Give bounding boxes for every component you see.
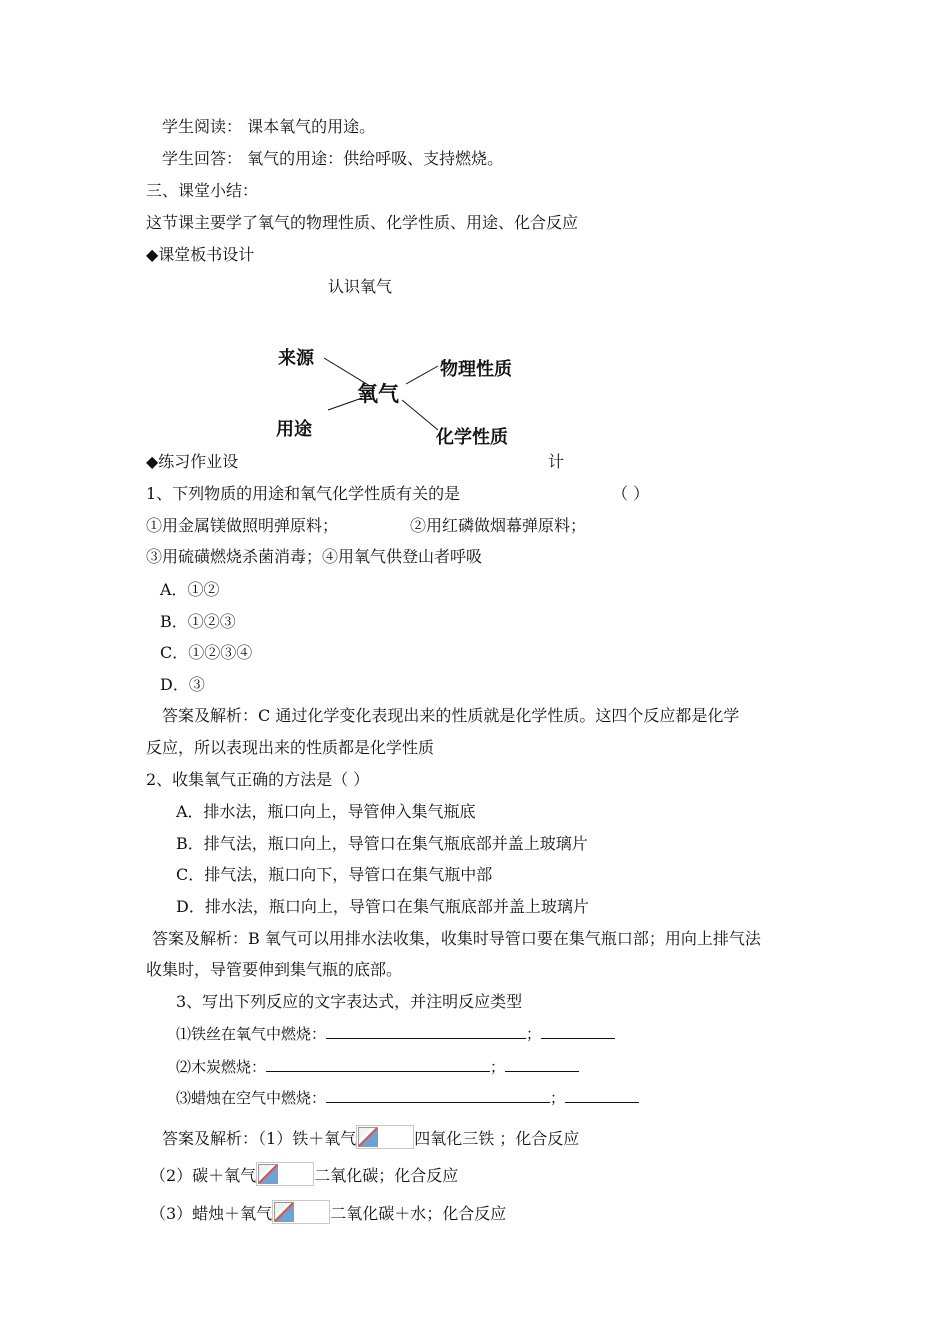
q3-answer2-right: 二氧化碳；化合反应 [314, 1166, 459, 1185]
q3-item3-equation-blank[interactable] [326, 1088, 550, 1103]
q3-item2-equation-blank[interactable] [266, 1057, 490, 1072]
q1-choice-c: C．①②③④ [160, 643, 253, 662]
q2-analysis-line1: 答案及解析：B 氧气可以用排水法收集，收集时导管口要在集气瓶口部；用向上排气法 [152, 929, 761, 948]
broken-image-icon [356, 1125, 414, 1149]
q3-item2 [176, 1057, 579, 1077]
diagram-label-chemical: 化学性质 [436, 427, 508, 448]
q2-choice-d: D．排水法，瓶口向上，导管口在集气瓶底部并盖上玻璃片 [176, 897, 589, 916]
diagram-label-uses: 用途 [276, 419, 312, 440]
q2-choice-a: A．排水法，瓶口向上，导管伸入集气瓶底 [176, 802, 476, 821]
board-title: 认识氧气 [328, 277, 393, 296]
q1-analysis-line2: 反应，所以表现出来的性质都是化学性质 [146, 738, 435, 757]
q3-answer1-left: （1）铁＋氧气 [258, 1129, 357, 1148]
q3-stem: 3、写出下列反应的文字表达式，并注明反应类型 [176, 992, 523, 1011]
q3-answer-line1 [162, 1125, 579, 1149]
q1-choice-a: A．①② [160, 580, 220, 599]
q1-option-line1b: ②用红磷做烟幕弹原料； [410, 516, 587, 535]
q3-item1 [176, 1024, 615, 1044]
q3-answer3-right: 二氧化碳＋水；化合反应 [330, 1204, 507, 1223]
q1-answer-paren: （ ） [612, 484, 650, 503]
q3-answer-line3 [150, 1200, 506, 1224]
reading-line: 学生阅读： 课本氧气的用途。 [162, 117, 376, 136]
q3-item3 [176, 1088, 639, 1108]
q2-choice-b: B．排气法，瓶口向上，导管口在集气瓶底部并盖上玻璃片 [176, 834, 588, 853]
summary-heading: 三、课堂小结： [146, 181, 259, 200]
q1-option-line1a: ①用金属镁做照明弹原料； [146, 516, 339, 535]
exercises-heading-left: ◆练习作业设 [146, 452, 239, 471]
q1-choice-b: B．①②③ [160, 612, 236, 631]
q3-answer-prefix: 答案及解析： [162, 1129, 259, 1148]
q3-item3-label: ⑶蜡烛在空气中燃烧： [176, 1089, 327, 1107]
q3-item1-label: ⑴铁丝在氧气中燃烧： [176, 1025, 327, 1043]
q2-choice-c: C．排气法，瓶口向下，导管口在集气瓶中部 [176, 865, 493, 884]
q1-choice-d: D．③ [160, 675, 205, 694]
q3-item1-semicolon: ； [526, 1025, 542, 1043]
q3-item3-semicolon: ； [550, 1089, 566, 1107]
q2-stem: 2、收集氧气正确的方法是（ ） [146, 770, 370, 789]
q3-item2-type-blank[interactable] [505, 1057, 579, 1072]
board-heading: ◆课堂板书设计 [146, 245, 255, 264]
q3-answer-line2 [150, 1162, 458, 1186]
q1-analysis-line1: 答案及解析：C 通过化学变化表现出来的性质就是化学性质。这四个反应都是化学 [162, 706, 740, 725]
q3-item2-semicolon: ； [490, 1058, 506, 1076]
q3-answer1-right: 四氧化三铁 ；化合反应 [414, 1129, 580, 1148]
q3-item3-type-blank[interactable] [565, 1088, 639, 1103]
q2-analysis-line2: 收集时，导管要伸到集气瓶的底部。 [146, 960, 403, 979]
exercises-heading-right: 计 [548, 452, 565, 471]
answer-line: 学生回答： 氧气的用途：供给呼吸、支持燃烧。 [162, 149, 504, 168]
q3-answer3-left: （3）蜡烛＋氧气 [150, 1204, 273, 1223]
q1-option-line2: ③用硫磺燃烧杀菌消毒；④用氧气供登山者呼吸 [146, 547, 483, 566]
q3-item1-equation-blank[interactable] [326, 1024, 526, 1039]
q3-item1-type-blank[interactable] [541, 1024, 615, 1039]
diagram-center-oxygen: 氧气 [357, 381, 399, 406]
q1-stem: 1、下列物质的用途和氧气化学性质有关的是 [146, 484, 461, 503]
diagram-label-physical: 物理性质 [440, 359, 512, 380]
q3-answer2-left: （2）碳＋氧气 [150, 1166, 257, 1185]
broken-image-icon [272, 1200, 330, 1224]
diagram-label-source: 来源 [278, 348, 314, 369]
summary-text: 这节课主要学了氧气的物理性质、化学性质、用途、化合反应 [146, 213, 579, 232]
broken-image-icon [256, 1162, 314, 1186]
q3-item2-label: ⑵木炭燃烧： [176, 1058, 267, 1076]
